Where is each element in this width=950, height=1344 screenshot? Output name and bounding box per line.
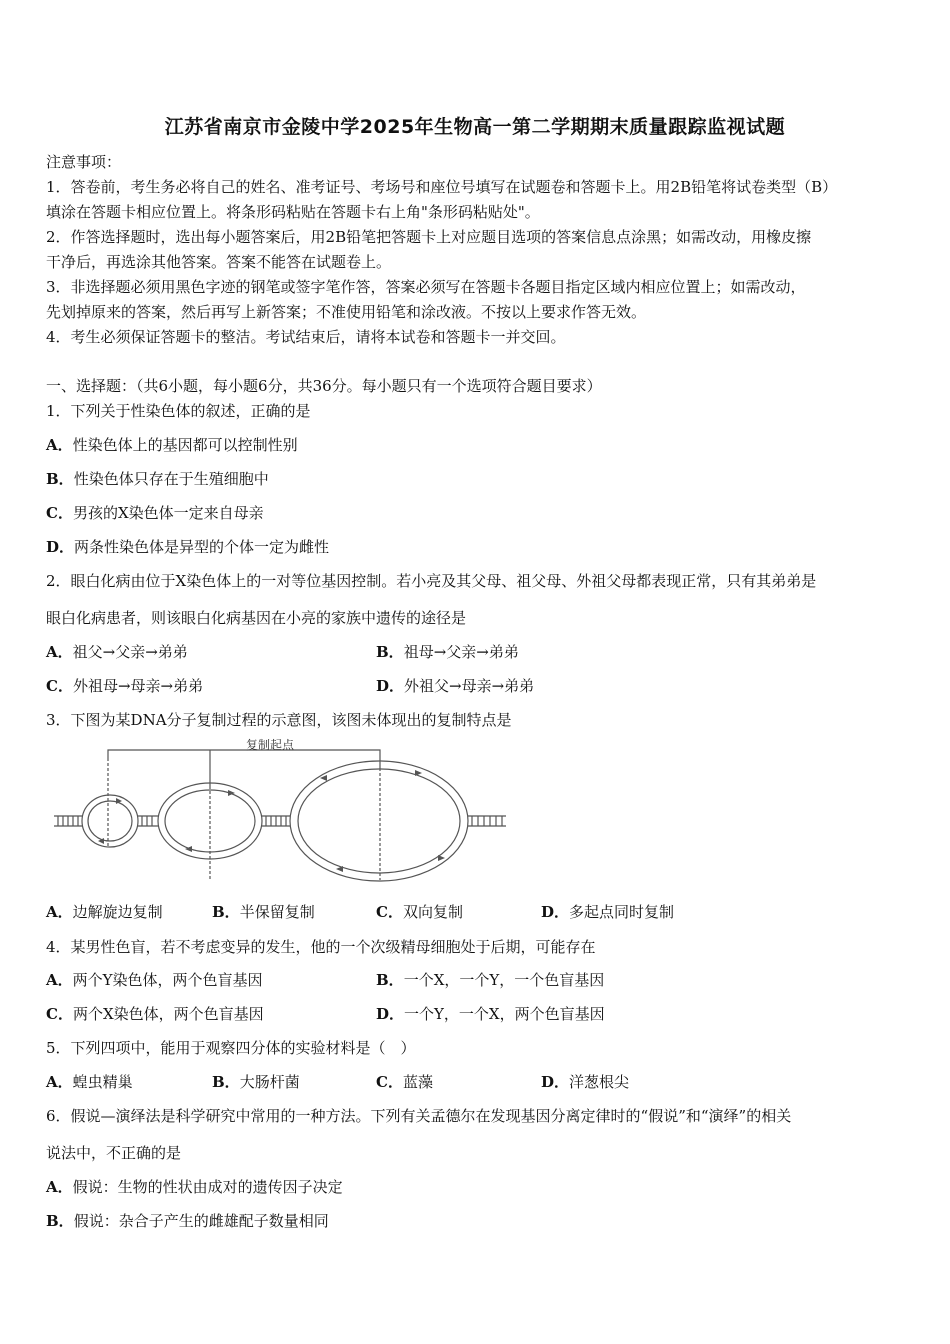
q4-option-b[interactable]: [376, 970, 604, 990]
option-text: 两个Y染色体，两个色盲基因: [72, 971, 263, 989]
section-heading: 一、选择题：（共6小题，每小题6分，共36分。每小题只有一个选项符合题目要求）: [46, 377, 602, 395]
question-5-stem: 5．下列四项中，能用于观察四分体的实验材料是（ ）: [46, 1039, 416, 1057]
dna-replication-diagram: [50, 738, 520, 883]
option-text: 假说：杂合子产生的雌雄配子数量相同: [73, 1212, 329, 1230]
notice-line: 2．作答选择题时，选出每小题答案后，用2B铅笔把答题卡上对应题目选项的答案信息点涂黑；如需改动，用橡皮擦: [46, 228, 812, 246]
option-text: 一个X，一个Y，一个色盲基因: [403, 971, 605, 989]
option-text: 多起点同时复制: [569, 903, 675, 921]
option-text: 性染色体上的基因都可以控制性别: [72, 436, 298, 454]
q3-option-a[interactable]: [46, 902, 163, 922]
option-text: 大肠杆菌: [239, 1073, 300, 1091]
q5-option-d[interactable]: [541, 1072, 629, 1092]
option-letter: C．: [46, 504, 73, 522]
option-letter: B．: [212, 1073, 240, 1091]
question-2-stem-cont: 眼白化病患者，则该眼白化病基因在小亮的家族中遗传的途径是: [46, 609, 467, 627]
option-letter: A．: [46, 436, 73, 454]
option-text: 外祖母→母亲→弟弟: [72, 677, 204, 695]
notice-line: 填涂在答题卡相应位置上。将条形码粘贴在答题卡右上角"条形码粘贴处"。: [46, 203, 540, 221]
question-6-stem: 6．假说—演绎法是科学研究中常用的一种方法。下列有关孟德尔在发现基因分离定律时的“假说”和“演绎”的相关: [46, 1107, 792, 1125]
question-3-stem: 3．下图为某DNA分子复制过程的示意图，该图未体现出的复制特点是: [46, 711, 512, 729]
option-text: 假说：生物的性状由成对的遗传因子决定: [72, 1178, 343, 1196]
option-letter: D．: [541, 903, 570, 921]
q5-option-b[interactable]: [212, 1072, 300, 1092]
q4-option-d[interactable]: [376, 1004, 605, 1024]
q1-option-c[interactable]: [46, 503, 264, 523]
option-text: 性染色体只存在于生殖细胞中: [73, 470, 269, 488]
option-letter: D．: [376, 1005, 405, 1023]
option-letter: A．: [46, 971, 73, 989]
option-letter: B．: [46, 1212, 74, 1230]
q1-option-b[interactable]: [46, 469, 269, 489]
notice-heading: 注意事项：: [46, 153, 122, 171]
q5-option-c[interactable]: [376, 1072, 433, 1092]
q3-option-b[interactable]: [212, 902, 315, 922]
option-text: 半保留复制: [239, 903, 315, 921]
option-text: 祖父→父亲→弟弟: [72, 643, 188, 661]
exam-title: 江苏省南京市金陵中学2025年生物高一第二学期期末质量跟踪监视试题: [164, 116, 786, 138]
q4-option-a[interactable]: [46, 970, 263, 990]
q2-option-d[interactable]: [376, 676, 534, 696]
option-letter: B．: [46, 470, 74, 488]
q6-option-a[interactable]: [46, 1177, 343, 1197]
option-letter: D．: [541, 1073, 570, 1091]
question-6-stem-cont: 说法中，不正确的是: [46, 1144, 182, 1162]
option-letter: C．: [46, 677, 73, 695]
q2-option-b[interactable]: [376, 642, 519, 662]
option-letter: B．: [376, 971, 404, 989]
notice-line: 1．答卷前，考生务必将自己的姓名、准考证号、考场号和座位号填写在试题卷和答题卡上。用2B铅笔将试卷类型（B）: [46, 178, 838, 196]
option-text: 边解旋边复制: [72, 903, 163, 921]
notice-line: 先划掉原来的答案，然后再写上新答案；不准使用铅笔和涂改液。不按以上要求作答无效。: [46, 303, 647, 321]
option-letter: A．: [46, 1178, 73, 1196]
q5-option-a[interactable]: [46, 1072, 133, 1092]
option-letter: B．: [212, 903, 240, 921]
option-text: 洋葱根尖: [569, 1073, 630, 1091]
q6-option-b[interactable]: [46, 1211, 329, 1231]
option-text: 一个Y，一个X，两个色盲基因: [404, 1005, 605, 1023]
option-letter: C．: [376, 1073, 403, 1091]
q3-option-c[interactable]: [376, 902, 463, 922]
option-text: 双向复制: [402, 903, 463, 921]
notice-line: 4．考生必须保证答题卡的整洁。考试结束后，请将本试卷和答题卡一并交回。: [46, 328, 566, 346]
q4-option-c[interactable]: [46, 1004, 264, 1024]
option-letter: D．: [376, 677, 405, 695]
question-4-stem: 4．某男性色盲，若不考虑变异的发生，他的一个次级精母细胞处于后期，可能存在: [46, 938, 596, 956]
question-2-stem: 2．眼白化病由位于X染色体上的一对等位基因控制。若小亮及其父母、祖父母、外祖父母都表现正常，只有其弟弟是: [46, 572, 817, 590]
notice-line: 3．非选择题必须用黑色字迹的钢笔或签字笔作答，答案必须写在答题卡各题目指定区域内相应位置上；如需改动，: [46, 278, 806, 296]
option-letter: A．: [46, 1073, 73, 1091]
q1-option-d[interactable]: [46, 537, 329, 557]
option-text: 蝗虫精巢: [72, 1073, 133, 1091]
option-letter: D．: [46, 538, 75, 556]
q3-option-d[interactable]: [541, 902, 674, 922]
replication-origin-label: 复制起点: [246, 738, 295, 752]
question-1-stem: 1．下列关于性染色体的叙述，正确的是: [46, 402, 311, 420]
option-letter: A．: [46, 903, 73, 921]
option-text: 蓝藻: [402, 1073, 433, 1091]
q2-option-a[interactable]: [46, 642, 188, 662]
option-text: 男孩的X染色体一定来自母亲: [72, 504, 264, 522]
option-letter: C．: [376, 903, 403, 921]
option-letter: A．: [46, 643, 73, 661]
option-text: 祖母→父亲→弟弟: [403, 643, 519, 661]
option-letter: C．: [46, 1005, 73, 1023]
option-text: 两个X染色体，两个色盲基因: [72, 1005, 264, 1023]
option-letter: B．: [376, 643, 404, 661]
notice-line: 干净后，再选涂其他答案。答案不能答在试题卷上。: [46, 253, 392, 271]
option-text: 外祖父→母亲→弟弟: [404, 677, 535, 695]
q2-option-c[interactable]: [46, 676, 203, 696]
q1-option-a[interactable]: [46, 435, 298, 455]
option-text: 两条性染色体是异型的个体一定为雌性: [74, 538, 330, 556]
